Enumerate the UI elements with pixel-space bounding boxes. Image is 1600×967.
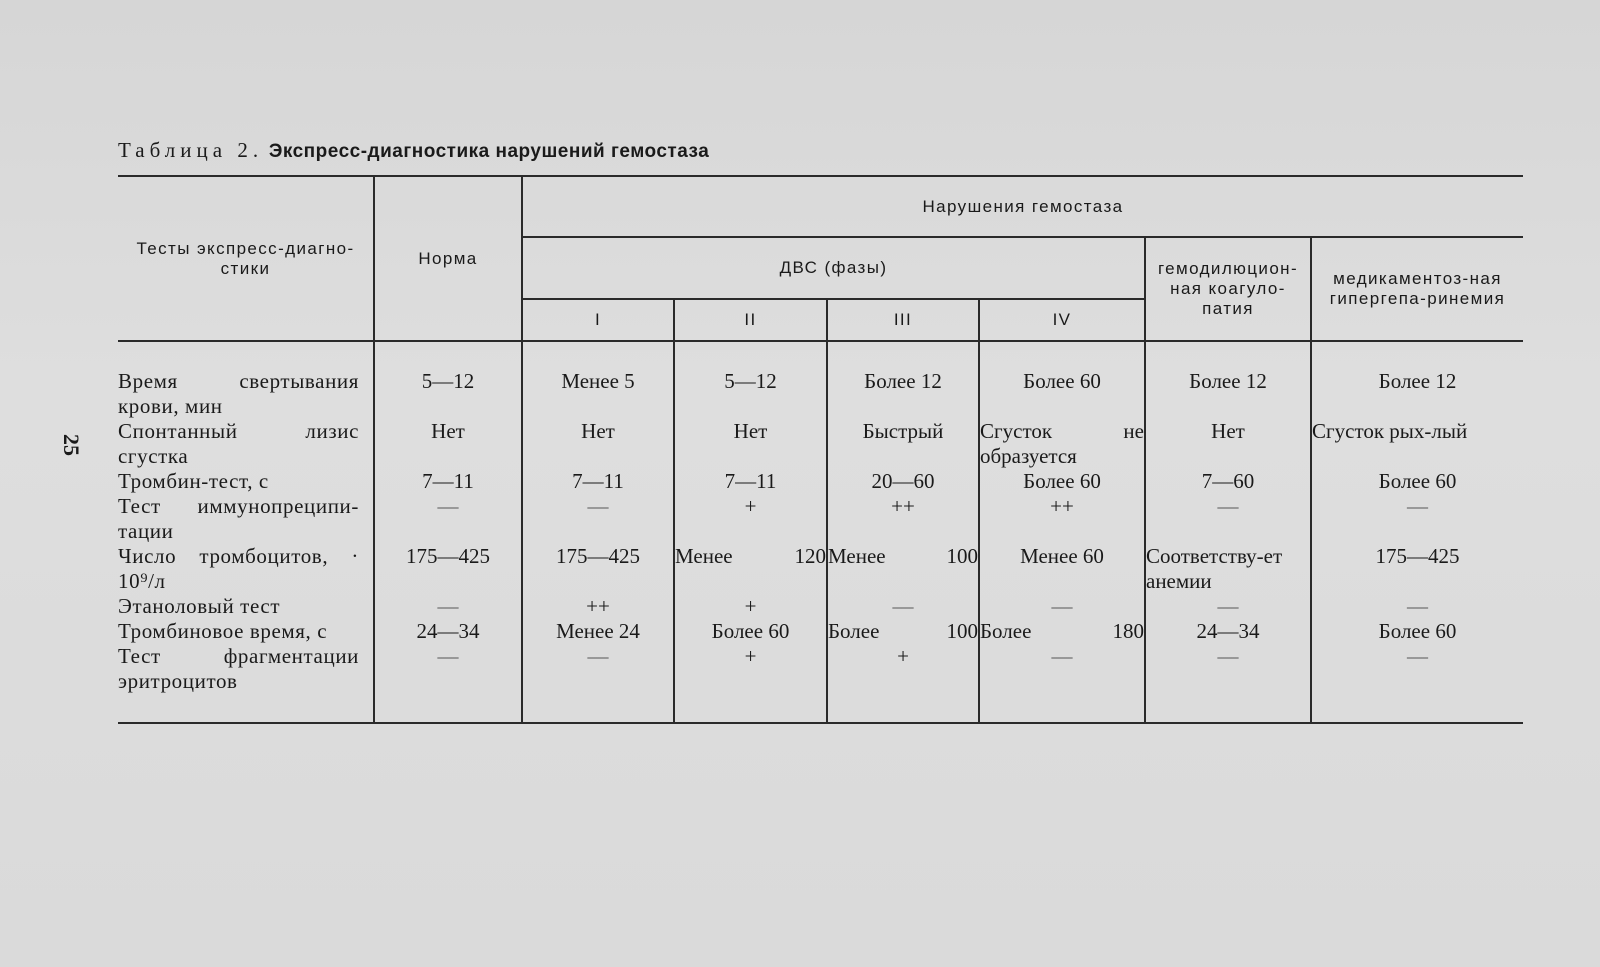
cell-hemodilution: Соответству-ет анемии <box>1145 544 1311 594</box>
cell-hemodilution: — <box>1145 594 1311 619</box>
header-phase-1: I <box>522 299 674 341</box>
cell-phase-4: Более 60 <box>979 469 1145 494</box>
cell-test: Тромбиновое время, с <box>118 619 328 643</box>
cell-phase-1: Менее 5 <box>522 341 674 419</box>
header-disorders: Нарушения гемостаза <box>522 176 1523 237</box>
table-row <box>118 419 1523 469</box>
cell-test: Число тромбоцитов, · 10⁹/л <box>118 544 359 593</box>
header-tests: Тесты экспресс-диагно-стики <box>118 176 374 341</box>
cell-phase-4: Сгусток не образуется <box>980 419 1144 468</box>
cell-norm: 5—12 <box>374 341 522 419</box>
cell-phase-4: — <box>979 644 1145 723</box>
cell-drug: Более 60 <box>1311 469 1523 494</box>
cell-drug: — <box>1311 494 1523 544</box>
cell-phase-3: Более 12 <box>827 341 979 419</box>
table-row <box>118 544 1523 594</box>
cell-phase-2: Нет <box>674 419 827 469</box>
cell-hemodilution: — <box>1145 494 1311 544</box>
cell-phase-2: Более 60 <box>674 619 827 644</box>
cell-norm: — <box>374 594 522 619</box>
cell-phase-4: ++ <box>979 494 1145 544</box>
cell-drug: Сгусток рых-лый <box>1311 419 1523 469</box>
cell-norm: — <box>374 494 522 544</box>
cell-phase-3: Менее 100 <box>827 544 979 594</box>
table-title: Экспресс-диагностика нарушений гемостаза <box>268 141 710 162</box>
cell-phase-1: 175—425 <box>522 544 674 594</box>
header-norm: Норма <box>374 176 522 341</box>
header-drug-hyperheparinemia: медикаментоз-ная гипергепа-ринемия <box>1311 237 1523 341</box>
table-row <box>118 341 1523 419</box>
cell-hemodilution: Нет <box>1145 419 1311 469</box>
page-number: 25 <box>59 434 84 456</box>
cell-phase-1: — <box>522 494 674 544</box>
cell-norm: Нет <box>374 419 522 469</box>
table-row <box>118 469 1523 494</box>
cell-phase-2: 7—11 <box>674 469 827 494</box>
cell-phase-4: — <box>979 594 1145 619</box>
cell-phase-2: Менее 120 <box>674 544 827 594</box>
cell-phase-3: Быстрый <box>827 419 979 469</box>
cell-phase-3: — <box>827 594 979 619</box>
cell-test: Тест фрагментации эритроцитов <box>118 644 374 723</box>
cell-drug: — <box>1311 594 1523 619</box>
header-hemodilution: гемодилюцион-ная коагуло-патия <box>1145 237 1311 341</box>
cell-test: Тромбин-тест, с <box>118 469 269 493</box>
cell-phase-1: Нет <box>522 419 674 469</box>
header-dic-phases: ДВС (фазы) <box>522 237 1145 299</box>
table-caption <box>118 138 709 163</box>
cell-norm: — <box>374 644 522 723</box>
cell-hemodilution: — <box>1145 644 1311 723</box>
cell-phase-4: Менее 60 <box>979 544 1145 594</box>
cell-phase-3: ++ <box>827 494 979 544</box>
cell-phase-2: + <box>674 494 827 544</box>
cell-test: Время свертывания крови, мин <box>118 369 359 418</box>
cell-phase-4: Более 60 <box>979 341 1145 419</box>
header-phase-4: IV <box>979 299 1145 341</box>
cell-phase-2: + <box>674 644 827 723</box>
table-label: Таблица 2. <box>118 138 264 162</box>
cell-norm: 175—425 <box>374 544 522 594</box>
cell-norm: 24—34 <box>374 619 522 644</box>
cell-phase-2: 5—12 <box>674 341 827 419</box>
cell-phase-1: ++ <box>522 594 674 619</box>
cell-phase-3: Более 100 <box>828 619 978 643</box>
cell-phase-3: 20—60 <box>827 469 979 494</box>
cell-phase-1: — <box>522 644 674 723</box>
cell-drug: 175—425 <box>1311 544 1523 594</box>
cell-phase-1: 7—11 <box>522 469 674 494</box>
cell-phase-2: + <box>674 594 827 619</box>
header-phase-3: III <box>827 299 979 341</box>
table-row <box>118 619 1523 644</box>
cell-test: Спонтанный лизис сгустка <box>118 419 359 468</box>
cell-norm: 7—11 <box>374 469 522 494</box>
cell-test: Тест иммунопреципи-тации <box>118 494 359 543</box>
table-row <box>118 594 1523 619</box>
cell-phase-4: Более 180 <box>980 619 1144 643</box>
cell-hemodilution: Более 12 <box>1145 341 1311 419</box>
cell-phase-1: Менее 24 <box>522 619 674 644</box>
cell-test: Этаноловый тест <box>118 594 281 618</box>
cell-drug: Более 12 <box>1311 341 1523 419</box>
table-row <box>118 644 1523 723</box>
cell-drug: Более 60 <box>1311 619 1523 644</box>
cell-phase-3: + <box>827 644 979 723</box>
cell-drug: — <box>1311 644 1523 723</box>
cell-hemodilution: 24—34 <box>1145 619 1311 644</box>
header-phase-2: II <box>674 299 827 341</box>
hemostasis-table <box>118 175 1523 724</box>
cell-hemodilution: 7—60 <box>1145 469 1311 494</box>
table-row <box>118 494 1523 544</box>
